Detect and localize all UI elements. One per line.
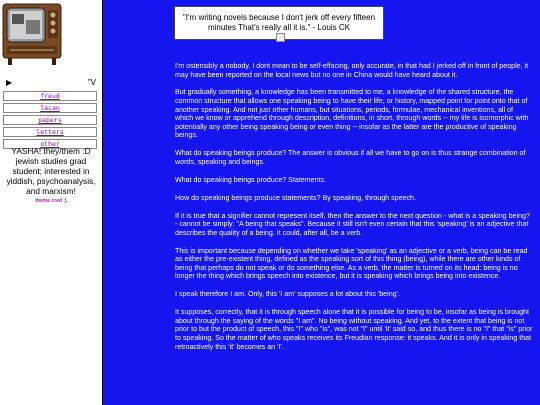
paragraph: It supposes, correctly, that it is through speech alone that it is possible for being to be, insofar as being is brought about through the saying of the words "I am". No being without speaking. And yet, to the extent that being is not prior to but the product of speech, this "I" who "is", was not "I" until 'it' said so, and thus there is no "I" that "is" prior to speaking. So the matter of who speaks receives its Freudian response: it speaks. And it is only in speaking that retroactively this 'it' becomes an 'I'. (175, 308, 533, 351)
nav-links (3, 91, 97, 151)
tv-icon (2, 2, 62, 66)
broken-image-icon (276, 33, 285, 42)
paragraph: But gradually something, a knowledge has been transmitted to me, a knowledge of the shared structure, the common structure that allows one speaking being to have their life, or history, mapped point for point onto that of another speaking. And not just other humans, but situations, periods, formulae, mechanical inventions, all of which we know or apprehend through description, definitions, in short, through words -- my life is isomorphic with potentially any other being speaking being or even thing -- insofar as the latter are the productive of speaking beings. (175, 88, 529, 140)
nav-link-freud[interactable]: freud (40, 92, 60, 100)
music-player (6, 78, 96, 90)
nav-link-letters[interactable]: letters (36, 128, 64, 136)
paragraph: How do speaking beings produce statements? By speaking, through speech. (175, 193, 416, 202)
nav-item-letters[interactable] (3, 127, 97, 137)
nav-link-papers[interactable]: papers (38, 116, 62, 124)
paragraph: What do speaking beings produce? Statements. (175, 175, 327, 184)
quote-box (174, 6, 384, 40)
player-label: "V (87, 78, 96, 87)
nav-item-freud[interactable] (3, 91, 97, 101)
nav-item-lacan[interactable] (3, 103, 97, 113)
paragraph: What do speaking beings produce? The answer is obvious if all we have to go on is thus strange combination of words, speaking and beings. (175, 149, 526, 166)
nav-link-lacan[interactable]: lacan (40, 104, 60, 112)
main-content (175, 62, 533, 361)
quote-text: "I'm writing novels because I don't jerk off every fifteen minutes That's really all it is." - Louis CK (182, 13, 376, 32)
nav-item-papers[interactable] (3, 115, 97, 125)
play-icon[interactable]: ▶ (6, 78, 13, 87)
theme-credit-link[interactable]: theme cred :) (35, 198, 67, 204)
nav-link-other[interactable]: other (40, 140, 60, 148)
sidebar (0, 0, 103, 405)
paragraph: This is important because depending on whether we take 'speaking' as an adjective or a verb, being can be read as either the pre-existent thing, defined as the speaking sort of this thing (being), while there are other kinds of being that perhaps do not speak or do something else. As a verb, the matter is turned on its head: being is no longer the thing which brings speech into existence, but it is speaking which brings being into existence. (175, 246, 528, 281)
paragraph: I'm ostensibly a nobody. I dont mean to be self-effacing, only accurate, in that had I jerked off in front of people, it may have been reported on the local news but no one in China would have heard about it. (175, 62, 529, 79)
paragraph: If it is true that a signifier cannot represent itself, then the answer to the next question - what is a speaking being? - cannot be simply: "A being that speaks". Because it still isn't even certain that this 'speaking' is an adjective that describes the quality of a being. It could, after all, be a verb. (175, 211, 530, 237)
paragraph: I speak therefore I am. Only, this 'I am' supposes a lot about this 'being'. (175, 290, 400, 299)
bio-text: YASHA! they/them :D jewish studies grad student; interested in yiddish, psychoanalysis, and marxism! (6, 146, 96, 196)
